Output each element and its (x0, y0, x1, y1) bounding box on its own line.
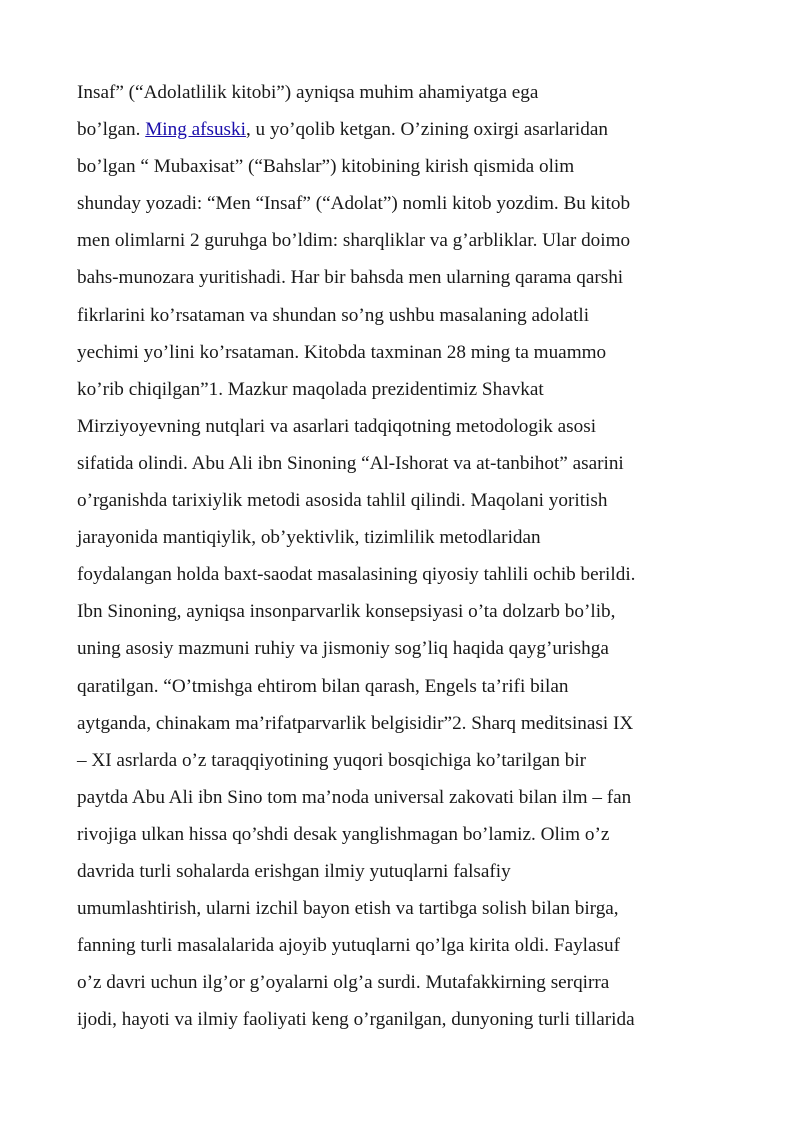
text-line: Ibn Sinoning, ayniqsa insonparvarlik konsepsiyasi o’ta dolzarb bo’lib, (77, 601, 616, 623)
text-line: men olimlarni 2 guruhga bo’ldim: sharqliklar va g’arbliklar. Ular doimo (77, 230, 631, 252)
text-line: davrida turli sohalarda erishgan ilmiy yutuqlarni falsafiy (77, 860, 511, 882)
text-line: Mirziyoyevning nutqlari va asarlari tadqiqotning metodologik asosi (77, 415, 597, 437)
text-line: o’rganishda tarixiylik metodi asosida tahlil qilindi. Maqolani yoritish (77, 490, 608, 512)
text-line: qaratilgan. “O’tmishga ehtirom bilan qarash, Engels ta’rifi bilan (77, 675, 569, 697)
text-line: paytda Abu Ali ibn Sino tom ma’noda universal zakovati bilan ilm – fan (77, 786, 632, 808)
text-line: bahs-munozara yuritishadi. Har bir bahsda men ularning qarama qarshi (77, 267, 624, 289)
text-line: rivojiga ulkan hissa qo’shdi desak yanglishmagan bo’lamiz. Olim o’z (77, 823, 610, 845)
text-line: Insaf” (“Adolatlilik kitobi”) ayniqsa muhim ahamiyatga ega (77, 82, 539, 103)
text-line: yechimi yo’lini ko’rsataman. Kitobda taxminan 28 ming ta muammo (77, 341, 607, 363)
text-lines (77, 148, 717, 1038)
text-line: fanning turli masalalarida ajoyib yutuqlarni qo’lga kirita oldi. Faylasuf (77, 935, 620, 957)
text-segment: bo’lgan. (77, 119, 146, 141)
text-line: sifatida olindi. Abu Ali ibn Sinoning “Al-Ishorat va at-tanbihot” asarini (77, 452, 624, 474)
text-line: o’z davri uchun ilg’or g’oyalarni olg’a surdi. Mutafakkirning serqirra (77, 972, 610, 994)
text-line: foydalangan holda baxt-saodat masalasining qiyosiy tahlili ochib berildi. (77, 564, 636, 586)
text-line-with-link (77, 111, 717, 148)
text-line: ijodi, hayoti va ilmiy faoliyati keng o’rganilgan, dunyoning turli tillarida (77, 1009, 635, 1031)
text-line: fikrlarini ko’rsataman va shundan so’ng ushbu masalaning adolatli (77, 304, 590, 326)
text-line: uning asosiy mazmuni ruhiy va jismoniy sog’liq haqida qayg’urishga (77, 638, 609, 660)
text-line: – XI asrlarda o’z taraqqiyotining yuqori bosqichiga ko’tarilgan bir (77, 749, 587, 771)
text-line: jarayonida mantiqiylik, ob’yektivlik, tizimlilik metodlaridan (77, 527, 541, 549)
ming-afsuski-link[interactable]: Ming afsuski (145, 119, 246, 141)
text-line: aytganda, chinakam ma’rifatparvarlik belgisidir”2. Sharq meditsinasi IX (77, 712, 634, 734)
text-segment: , u yo’qolib ketgan. O’zining oxirgi asarlaridan (245, 119, 608, 141)
text-line: umumlashtirish, ularni izchil bayon etish va tartibga solish bilan birga, (77, 898, 619, 920)
text-line: shunday yozadi: “Men “Insaf” (“Adolat”) nomli kitob yozdim. Bu kitob (77, 193, 631, 215)
body-text (77, 74, 717, 1038)
text-line: ko’rib chiqilgan”1. Mazkur maqolada prezidentimiz Shavkat (77, 378, 544, 400)
text-line: bo’lgan “ Mubaxisat” (“Bahslar”) kitobining kirish qismida olim (77, 156, 575, 178)
